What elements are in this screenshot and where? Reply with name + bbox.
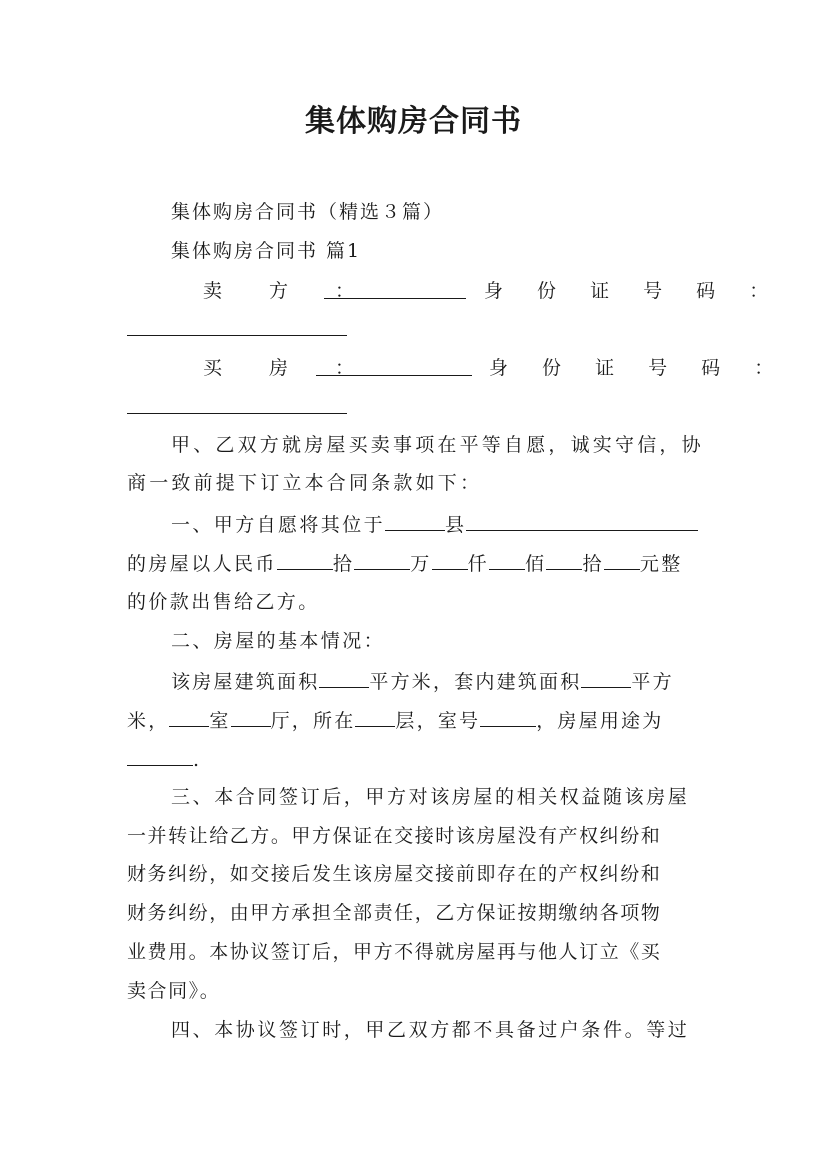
seller-id-label: 身 份 证 号 码 ： (484, 280, 783, 302)
clause2-line2 (127, 706, 663, 734)
clause3-line4: 财务纠纷，由甲方承担全部责任，乙方保证按期缴纳各项物 (127, 902, 662, 924)
inner-area-label: 平方米，套内建筑面积 (369, 671, 582, 693)
buyer-id-blank (127, 413, 347, 414)
address-blank (466, 510, 698, 531)
location-blank (385, 510, 445, 531)
clause3-line5: 业费用。本协议签订后，甲方不得就房屋再与他人订立《买 (127, 941, 662, 963)
article-heading: 集体购房合同书 篇1 (171, 240, 362, 262)
document-subtitle: 集体购房合同书（精选３篇） (171, 201, 445, 223)
room-blank (169, 706, 209, 727)
clause1-text-a: 一、甲方自愿将其位于 (171, 514, 386, 536)
unit-yuan: 元整 (639, 553, 683, 575)
clause1-line2 (127, 549, 683, 577)
inner-area-blank (581, 667, 631, 688)
clause3-line3: 财务纠纷，如交接后发生该房屋交接前即存在的产权纠纷和 (127, 863, 662, 885)
unit-m: 米， (127, 710, 170, 732)
price-blank-2 (354, 549, 410, 570)
usage-blank (127, 745, 193, 766)
price-blank-5 (546, 549, 582, 570)
clause4-line1: 四、本协议签订时，甲乙双方都不具备过户条件。等过 (171, 1019, 690, 1041)
area-label: 该房屋建筑面积 (171, 671, 320, 693)
unit-wan: 万 (410, 553, 432, 575)
room-label: 室 (209, 710, 231, 732)
unit-shi-1: 拾 (332, 553, 355, 575)
usage-label: ，房屋用途为 (536, 710, 664, 732)
clause2-line3 (127, 745, 201, 773)
unit-shi-2: 拾 (582, 553, 604, 575)
seller-id-blank (127, 335, 347, 336)
buyer-label: 买 房 ： (203, 357, 369, 379)
clause2-heading: 二、房屋的基本情况： (171, 630, 386, 652)
hall-label: 厅，所在 (270, 710, 356, 732)
unit-sqm: 平方 (631, 671, 674, 693)
floor-blank (355, 706, 395, 727)
price-blank-1 (277, 549, 333, 570)
clause3-line2: 一并转让给乙方。甲方保证在交接时该房屋没有产权纠纷和 (127, 825, 662, 847)
document-title: 集体购房合同书 (305, 104, 522, 139)
room-number-blank (480, 706, 536, 727)
clause1-line1 (171, 510, 698, 538)
clause1-text-b: 县 (445, 514, 467, 536)
price-blank-4 (489, 549, 525, 570)
buyer-id-label: 身 份 证 号 码 ： (489, 357, 788, 379)
clause3-line6: 卖合同》。 (127, 980, 221, 1002)
unit-bai: 佰 (525, 553, 547, 575)
price-blank-3 (432, 549, 468, 570)
clause3-line1: 三、本合同签订后，甲方对该房屋的相关权益随该房屋 (171, 786, 690, 808)
clause1-line3: 的价款出售给乙方。 (127, 591, 320, 613)
usage-end: . (193, 749, 202, 771)
seller-name-blank (324, 298, 466, 299)
price-label: 的房屋以人民币 (127, 553, 277, 575)
floor-label: 层，室号 (395, 710, 481, 732)
area-blank (319, 667, 369, 688)
price-blank-6 (604, 549, 640, 570)
seller-label: 卖 方 ： (203, 280, 369, 302)
intro-line-1: 甲、乙双方就房屋买卖事项在平等自愿，诚实守信，协 (171, 434, 704, 456)
buyer-name-blank (316, 375, 472, 376)
clause2-line1 (171, 667, 674, 695)
intro-line-2: 商一致前提下订立本合同条款如下： (127, 472, 483, 494)
hall-blank (231, 706, 271, 727)
unit-qian: 仟 (467, 553, 490, 575)
